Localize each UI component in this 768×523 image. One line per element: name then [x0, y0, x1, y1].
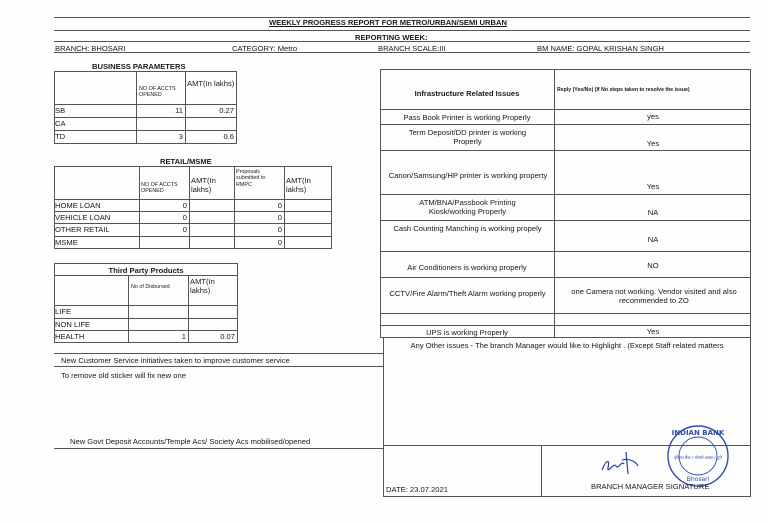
- branch-scale: BRANCH SCALE:III: [378, 44, 446, 53]
- infra-issue: ATM/BNA/Passbook Printing Kiosk/working Properly: [419, 198, 516, 216]
- bp-col-accts: NO OF ACCTS OPENED: [139, 86, 176, 99]
- rm-row-label: MSME: [55, 238, 78, 247]
- rm-row-accts: 0: [182, 213, 187, 222]
- report-title: WEEKLY PROGRESS REPORT FOR METRO/URBAN/SEMI URBAN: [269, 18, 507, 27]
- rm-row-label: HOME LOAN: [55, 201, 101, 210]
- stamp-hindi: इंडियन बैंक / भोसरी शाखा / पुणे: [674, 455, 722, 460]
- bp-row-amt: 0.27: [219, 106, 234, 115]
- reporting-week: REPORTING WEEK:: [355, 33, 428, 42]
- tp-row-amt: 0.07: [220, 332, 235, 341]
- stamp-bank-name: INDIAN BANK: [671, 429, 725, 437]
- infra-reply: Yes: [646, 139, 660, 148]
- bp-row-accts: 11: [175, 106, 183, 115]
- rm-col-accts: NO OF ACCTS OPENED: [141, 182, 178, 195]
- signature-label: BRANCH MANAGER SIGNATURE: [591, 482, 710, 491]
- rm-row-accts: 0: [182, 225, 187, 234]
- infra-col-issue: Infrastructure Related Issues: [414, 89, 520, 98]
- infra-issue: Air Conditioners is working properly: [407, 263, 527, 272]
- report-date: DATE: 23.07.2021: [386, 485, 448, 494]
- tp-col-amt: AMT(In lakhs): [190, 277, 215, 295]
- rm-row-accts: 0: [182, 201, 187, 210]
- bp-row-amt: 0.6: [223, 132, 234, 141]
- stamp-branch: Bhosari: [686, 476, 710, 483]
- infra-reply: Yes: [646, 327, 660, 336]
- bp-row-label: SB: [55, 106, 66, 115]
- rm-col-amt: AMT(In lakhs): [191, 176, 216, 194]
- tp-col-no: No of Disbursed: [131, 284, 170, 290]
- third-party-title: Third Party Products: [108, 266, 184, 275]
- infra-reply: one Camera not working. Vendor visited and also recommended to ZO: [571, 287, 737, 305]
- branch-name: BRANCH: BHOSARI: [55, 44, 126, 53]
- customer-service-heading: New Customer Service initiatives taken to improve customer service: [61, 356, 290, 365]
- bank-stamp: [665, 423, 731, 489]
- rm-row-proposals: 0: [277, 201, 282, 210]
- rm-row-proposals: 0: [277, 225, 282, 234]
- infra-issue: UPS is working Properly: [426, 328, 508, 337]
- retail-msme-title: RETAIL/MSME: [160, 157, 212, 166]
- tp-row-no: 1: [181, 332, 186, 341]
- rm-col-amt2: AMT(In lakhs): [286, 176, 311, 194]
- infra-issue: Term Deposit/DD printer is working Properly: [408, 128, 527, 146]
- bp-row-label: TD: [55, 132, 66, 141]
- govt-deposit-heading: New Govt Deposit Accounts/Temple Acs/ Society Acs mobilised/opened: [70, 437, 311, 446]
- rm-row-proposals: 0: [277, 213, 282, 222]
- branch-category: CATEGORY: Metro: [232, 44, 298, 53]
- rm-row-proposals: 0: [277, 238, 282, 247]
- infra-reply: Yes: [646, 182, 660, 191]
- other-issues: Any Other issues - The branch Manager would like to Highlight . (Except Staff related matters: [410, 341, 724, 350]
- infra-reply: NO: [647, 261, 659, 270]
- infra-issue: Cash Counting Manching is working propely: [393, 224, 542, 233]
- bp-row-label: CA: [55, 119, 66, 128]
- bp-row-accts: 3: [178, 132, 183, 141]
- bp-col-amt: AMT(In lakhs): [187, 79, 235, 88]
- business-parameters-title: BUSINESS PARAMETERS: [92, 62, 186, 71]
- customer-service-text: To remove old sticker will fix new one: [61, 371, 186, 380]
- infra-reply: NA: [647, 235, 659, 244]
- infra-issue: CCTV/Fire Alarm/Theft Alarm working properly: [389, 289, 546, 298]
- tp-row-label: NON LIFE: [55, 320, 91, 329]
- infra-col-reply: Reply (Yes/No) (If No steps taken to resolve the issue): [557, 87, 690, 93]
- rm-col-proposals: Proposals submitted to RMPC: [236, 169, 266, 188]
- infra-issue: Pass Book Printer is working Properly: [403, 113, 531, 122]
- rm-row-label: VEHICLE LOAN: [55, 213, 111, 222]
- tp-row-label: LIFE: [55, 307, 72, 316]
- rm-row-label: OTHER RETAIL: [55, 225, 110, 234]
- bm-name: BM NAME: GOPAL KRISHAN SINGH: [537, 44, 665, 53]
- signature-mark: [596, 440, 656, 480]
- infra-issue: Canon/Samsung/HP printer is working property: [388, 171, 548, 180]
- tp-row-label: HEALTH: [55, 332, 85, 341]
- infra-reply: NA: [647, 208, 659, 217]
- infra-reply: yes: [647, 112, 659, 121]
